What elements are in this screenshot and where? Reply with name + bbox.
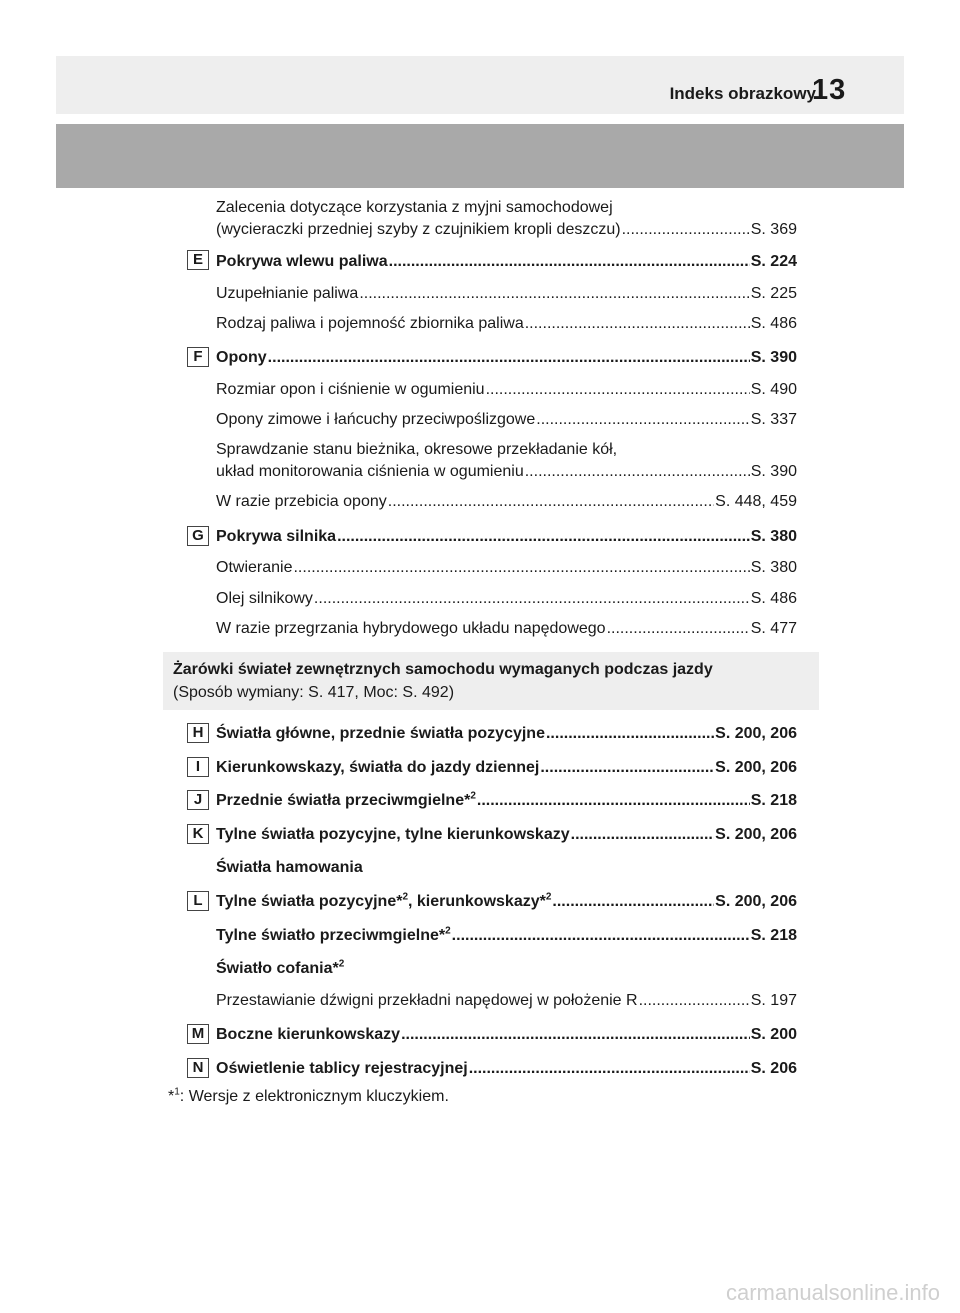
page-reference: S. 200, 206 bbox=[715, 759, 797, 776]
entry-label: Tylne światła pozycyjne, tylne kierunkowskazy bbox=[216, 826, 570, 843]
dot-leader bbox=[525, 461, 750, 483]
footnote-marker: 2 bbox=[402, 891, 408, 903]
dot-leader bbox=[571, 824, 715, 846]
index-entry bbox=[216, 283, 797, 305]
dot-leader bbox=[639, 990, 750, 1012]
watermark: carmanualsonline.info bbox=[725, 1280, 940, 1305]
dot-leader bbox=[268, 347, 750, 369]
page-reference: S. 200, 206 bbox=[715, 826, 797, 843]
entry-label: W razie przegrzania hybrydowego układu napędowego bbox=[216, 620, 606, 637]
entry-label bbox=[216, 958, 797, 980]
page-reference: S. 224 bbox=[750, 253, 797, 270]
bulb-section-box bbox=[163, 652, 819, 710]
entry-label-text: Tylne światła pozycyjne* bbox=[216, 893, 403, 910]
callout-key-h: H bbox=[187, 723, 209, 743]
index-entry bbox=[216, 588, 797, 610]
index-entry bbox=[216, 790, 797, 812]
callout-key-i: I bbox=[187, 757, 209, 777]
index-entry bbox=[216, 313, 797, 335]
page-number: 13 bbox=[812, 74, 847, 106]
index-entry bbox=[216, 557, 797, 579]
header-image-band bbox=[56, 124, 904, 188]
entry-label-text: Tylne światło przeciwmgielne* bbox=[216, 927, 446, 944]
bulb-section-title: Żarówki świateł zewnętrznych samochodu wymaganych podczas jazdy bbox=[173, 661, 713, 678]
page-reference: S. 200, 206 bbox=[715, 893, 797, 910]
callout-key-k: K bbox=[187, 824, 209, 844]
index-entry bbox=[216, 409, 797, 431]
entry-label: W razie przebicia opony bbox=[216, 493, 387, 510]
section-title: Indeks obrazkowy bbox=[669, 84, 816, 103]
entry-label: układ monitorowania ciśnienia w ogumieniu bbox=[216, 463, 524, 480]
entry-label: Opony zimowe i łańcuchy przeciwpoślizgowe bbox=[216, 411, 536, 428]
dot-leader bbox=[389, 251, 750, 273]
page-reference: S. 225 bbox=[750, 285, 797, 302]
index-entry bbox=[216, 379, 797, 401]
page-reference: S. 390 bbox=[750, 463, 797, 480]
entry-label: Światła hamowania bbox=[216, 859, 363, 876]
page-reference: S. 477 bbox=[750, 620, 797, 637]
index-entry bbox=[216, 526, 797, 548]
page-reference: S. 448, 459 bbox=[715, 493, 797, 510]
index-entry bbox=[216, 824, 797, 846]
entry-label: Przestawianie dźwigni przekładni napędowej w położenie R bbox=[216, 992, 638, 1009]
dot-leader bbox=[540, 757, 714, 779]
entry-label-text: Przednie światła przeciwmgielne* bbox=[216, 792, 471, 809]
dot-leader bbox=[622, 219, 750, 241]
dot-leader bbox=[469, 1058, 750, 1080]
dot-leader bbox=[314, 588, 750, 610]
entry-label-text: Światło cofania* bbox=[216, 960, 339, 977]
dot-leader bbox=[359, 283, 749, 305]
entry-label: Boczne kierunkowskazy bbox=[216, 1026, 401, 1043]
dot-leader bbox=[337, 526, 750, 548]
callout-key-f: F bbox=[187, 347, 209, 367]
entry-label: Światła główne, przednie światła pozycyjne bbox=[216, 725, 545, 742]
index-entry bbox=[216, 1024, 797, 1046]
callout-key-j: J bbox=[187, 790, 209, 810]
bulb-section-subtitle: (Sposób wymiany: S. 417, Moc: S. 492) bbox=[173, 684, 455, 701]
page-reference: S. 390 bbox=[750, 349, 797, 366]
entry-label bbox=[216, 925, 451, 947]
callout-key-l: L bbox=[187, 891, 209, 911]
page-reference: S. 337 bbox=[750, 411, 797, 428]
index-entry bbox=[216, 958, 797, 980]
dot-leader bbox=[477, 790, 750, 812]
page-reference: S. 380 bbox=[750, 559, 797, 576]
callout-key-m: M bbox=[187, 1024, 209, 1044]
index-entry bbox=[216, 757, 797, 779]
dot-leader bbox=[552, 891, 714, 913]
index-entry bbox=[216, 925, 797, 947]
page-reference: S. 218 bbox=[750, 927, 797, 944]
entry-label: Otwieranie bbox=[216, 559, 293, 576]
dot-leader bbox=[401, 1024, 750, 1046]
entry-label: Pokrywa silnika bbox=[216, 528, 337, 545]
index-entry bbox=[216, 439, 797, 483]
footnote-text: : Wersje z elektronicznym kluczykiem. bbox=[179, 1088, 449, 1105]
dot-leader bbox=[486, 379, 750, 401]
index-entry bbox=[216, 251, 797, 273]
entry-label bbox=[216, 891, 551, 913]
footnote-marker: 2 bbox=[545, 891, 552, 903]
entry-label: Kierunkowskazy, światła do jazdy dziennej bbox=[216, 759, 540, 776]
entry-label: Olej silnikowy bbox=[216, 590, 313, 607]
index-entry bbox=[216, 347, 797, 369]
dot-leader bbox=[293, 557, 749, 579]
entry-first-line: Sprawdzanie stanu bieżnika, okresowe przekładanie kół, bbox=[216, 441, 618, 458]
entry-label: Pokrywa wlewu paliwa bbox=[216, 253, 388, 270]
index-entry bbox=[216, 990, 797, 1012]
page-reference: S. 490 bbox=[750, 381, 797, 398]
entry-label-text: , kierunkowskazy* bbox=[408, 893, 546, 910]
dot-leader bbox=[388, 491, 714, 513]
entry-label: Rozmiar opon i ciśnienie w ogumieniu bbox=[216, 381, 485, 398]
page-reference: S. 200 bbox=[750, 1026, 797, 1043]
page-reference: S. 380 bbox=[750, 528, 797, 545]
index-entry bbox=[216, 197, 797, 241]
dot-leader bbox=[607, 618, 750, 640]
footnote-number: 1 bbox=[174, 1086, 180, 1098]
footnote-marker: 2 bbox=[338, 958, 345, 970]
callout-key-e: E bbox=[187, 250, 209, 270]
index-entry bbox=[216, 618, 797, 640]
entry-label: Rodzaj paliwa i pojemność zbiornika paliwa bbox=[216, 315, 524, 332]
page-reference: S. 369 bbox=[750, 221, 797, 238]
entry-first-line: Zalecenia dotyczące korzystania z myjni samochodowej bbox=[216, 199, 613, 216]
footnote-marker: 2 bbox=[445, 925, 451, 937]
index-entry bbox=[216, 723, 797, 745]
page-reference: S. 197 bbox=[750, 992, 797, 1009]
entry-label: (wycieraczki przedniej szyby z czujnikiem kropli deszczu) bbox=[216, 221, 621, 238]
dot-leader bbox=[452, 925, 750, 947]
callout-key-n: N bbox=[187, 1058, 209, 1078]
footnote-asterisk: * bbox=[168, 1088, 175, 1105]
page-reference: S. 200, 206 bbox=[715, 725, 797, 742]
entry-label: Opony bbox=[216, 349, 267, 366]
footnote bbox=[168, 1088, 449, 1106]
entry-label: Oświetlenie tablicy rejestracyjnej bbox=[216, 1060, 468, 1077]
index-entry bbox=[216, 891, 797, 913]
callout-key-g: G bbox=[187, 526, 209, 546]
page-reference: S. 486 bbox=[750, 590, 797, 607]
dot-leader bbox=[546, 723, 714, 745]
dot-leader bbox=[536, 409, 749, 431]
page-reference: S. 218 bbox=[750, 792, 797, 809]
dot-leader bbox=[525, 313, 750, 335]
index-entry bbox=[216, 491, 797, 513]
entry-label bbox=[216, 790, 476, 812]
index-entry bbox=[216, 1058, 797, 1080]
footnote-marker: 2 bbox=[470, 790, 476, 802]
entry-label: Uzupełnianie paliwa bbox=[216, 285, 359, 302]
index-entry bbox=[216, 857, 797, 879]
page-reference: S. 206 bbox=[750, 1060, 797, 1077]
page-reference: S. 486 bbox=[750, 315, 797, 332]
